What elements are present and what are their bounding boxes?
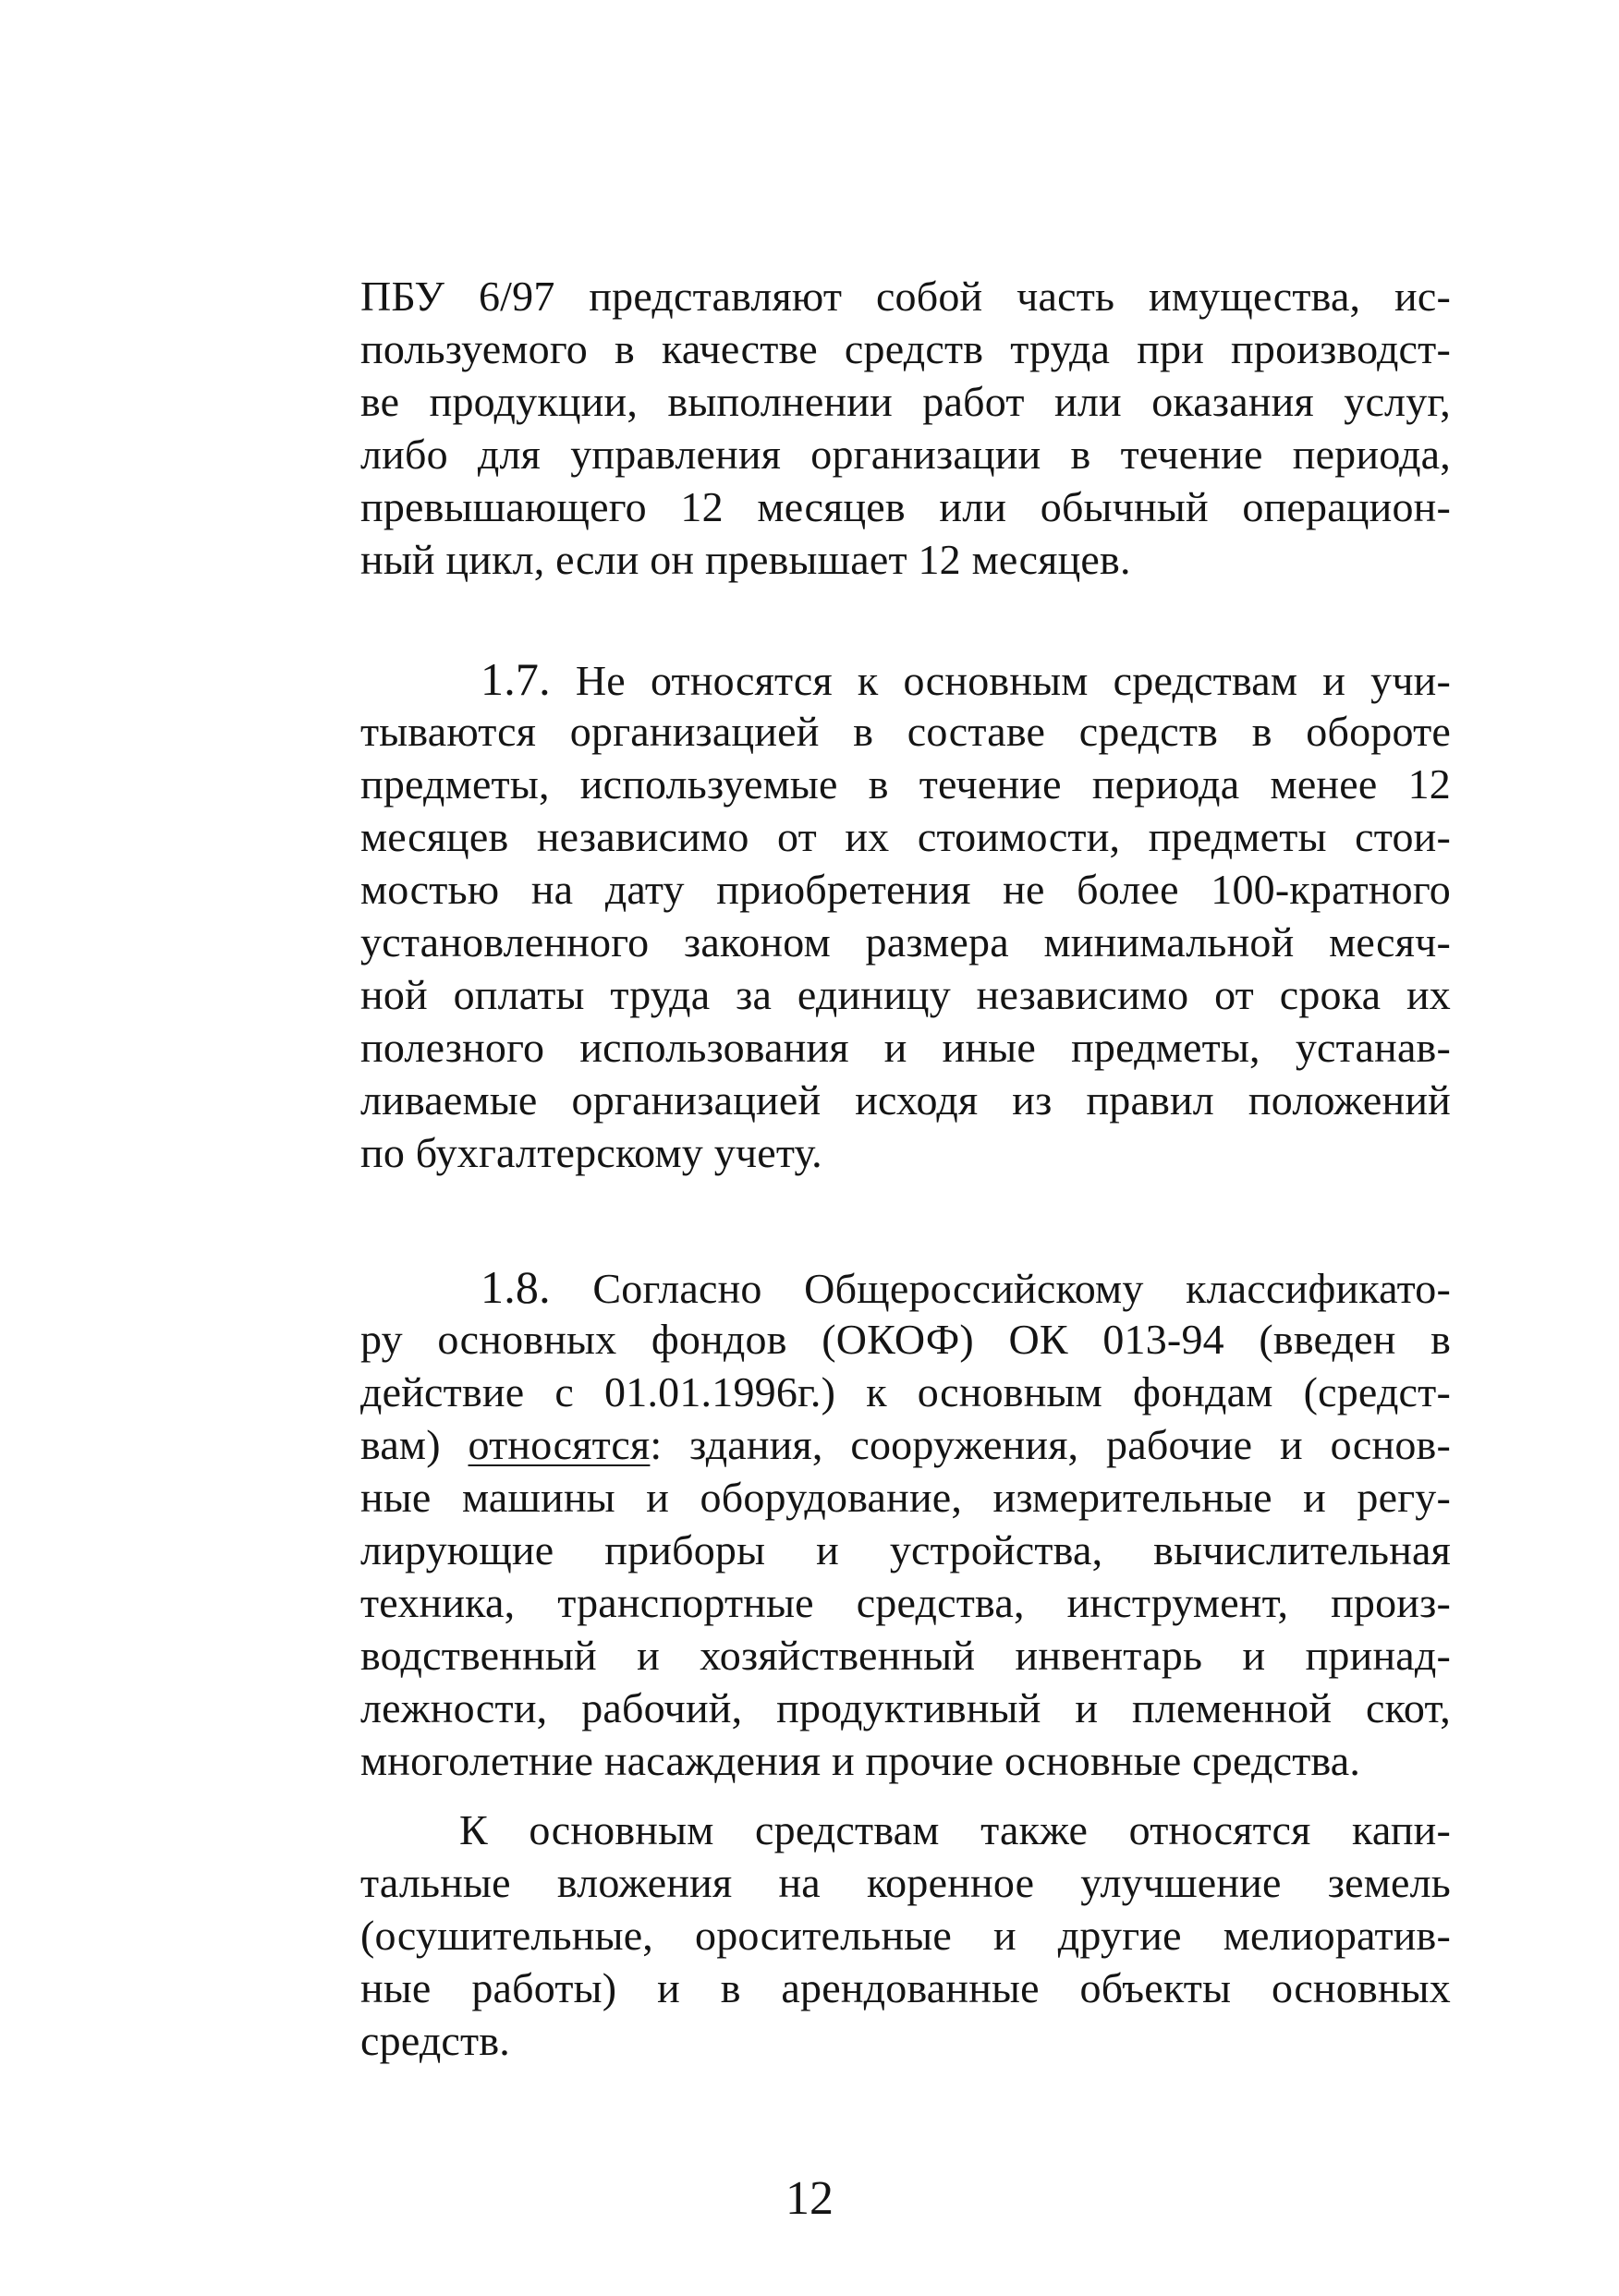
text-line: ные машины и оборудование, измерительные и регу- (360, 1474, 1451, 1521)
text-line: полезного использования и иные предметы, устанав- (360, 1024, 1451, 1071)
text-line: месяцев независимо от их стоимости, предметы стои- (360, 813, 1451, 860)
text-line: либо для управления организации в течение периода, (360, 431, 1451, 478)
text-line: К основным средствам также относятся капи- (459, 1806, 1451, 1853)
section-number: 1.8. (481, 1261, 551, 1313)
text-line (360, 1419, 1451, 1471)
text-segment: Не относятся к основным средствам и учи- (575, 657, 1451, 704)
underlined-word: относятся (468, 1421, 651, 1468)
text-line: по бухгалтерскому учету. (360, 1129, 822, 1176)
text-line: многолетние насаждения и прочие основные средства. (360, 1737, 1361, 1784)
page-number: 12 (785, 2172, 834, 2225)
text-line: лежности, рабочий, продуктивный и племенной скот, (360, 1684, 1451, 1731)
text-line: пользуемого в качестве средств труда при производст- (360, 325, 1451, 372)
text-line (481, 1261, 1451, 1313)
text-line: лирующие приборы и устройства, вычислительная (360, 1526, 1451, 1573)
text-line: водственный и хозяйственный инвентарь и принад- (360, 1632, 1451, 1679)
text-line: (осушительные, оросительные и другие мелиоратив- (360, 1912, 1451, 1959)
text-line: ПБУ 6/97 представляют собой часть имущества, ис- (360, 273, 1451, 320)
text-line: ные работы) и в арендованные объекты основных (360, 1964, 1451, 2011)
text-line: превышающего 12 месяцев или обычный операцион- (360, 483, 1451, 530)
text-line: ве продукции, выполнении работ или оказания услуг, (360, 378, 1451, 425)
text-line: действие с 01.01.1996г.) к основным фондам (средст- (360, 1368, 1451, 1415)
text-line: установленного законом размера минимальной месяч- (360, 918, 1451, 966)
text-line: тальные вложения на коренное улучшение земель (360, 1859, 1451, 1906)
text-segment: : здания, сооружения, рабочие и основ- (650, 1421, 1451, 1468)
text-segment: вам) (360, 1421, 441, 1468)
text-line: мостью на дату приобретения не более 100-кратного (360, 866, 1451, 913)
text-line: ру основных фондов (ОКОФ) ОК 013-94 (введен в (360, 1316, 1451, 1363)
text-line (481, 653, 1451, 705)
text-line: средств. (360, 2017, 510, 2064)
text-line: ный цикл, если он превышает 12 месяцев. (360, 536, 1131, 583)
text-line: предметы, используемые в течение периода менее 12 (360, 760, 1451, 808)
text-line: ной оплаты труда за единицу независимо от срока их (360, 971, 1451, 1018)
section-number: 1.7. (481, 653, 551, 705)
text-line: тываются организацией в составе средств в обороте (360, 708, 1451, 755)
text-line: техника, транспортные средства, инструмент, произ- (360, 1579, 1451, 1626)
text-line: ливаемые организацией исходя из правил положений (360, 1076, 1451, 1124)
text-segment: Согласно Общероссийскому классификато- (592, 1265, 1451, 1312)
